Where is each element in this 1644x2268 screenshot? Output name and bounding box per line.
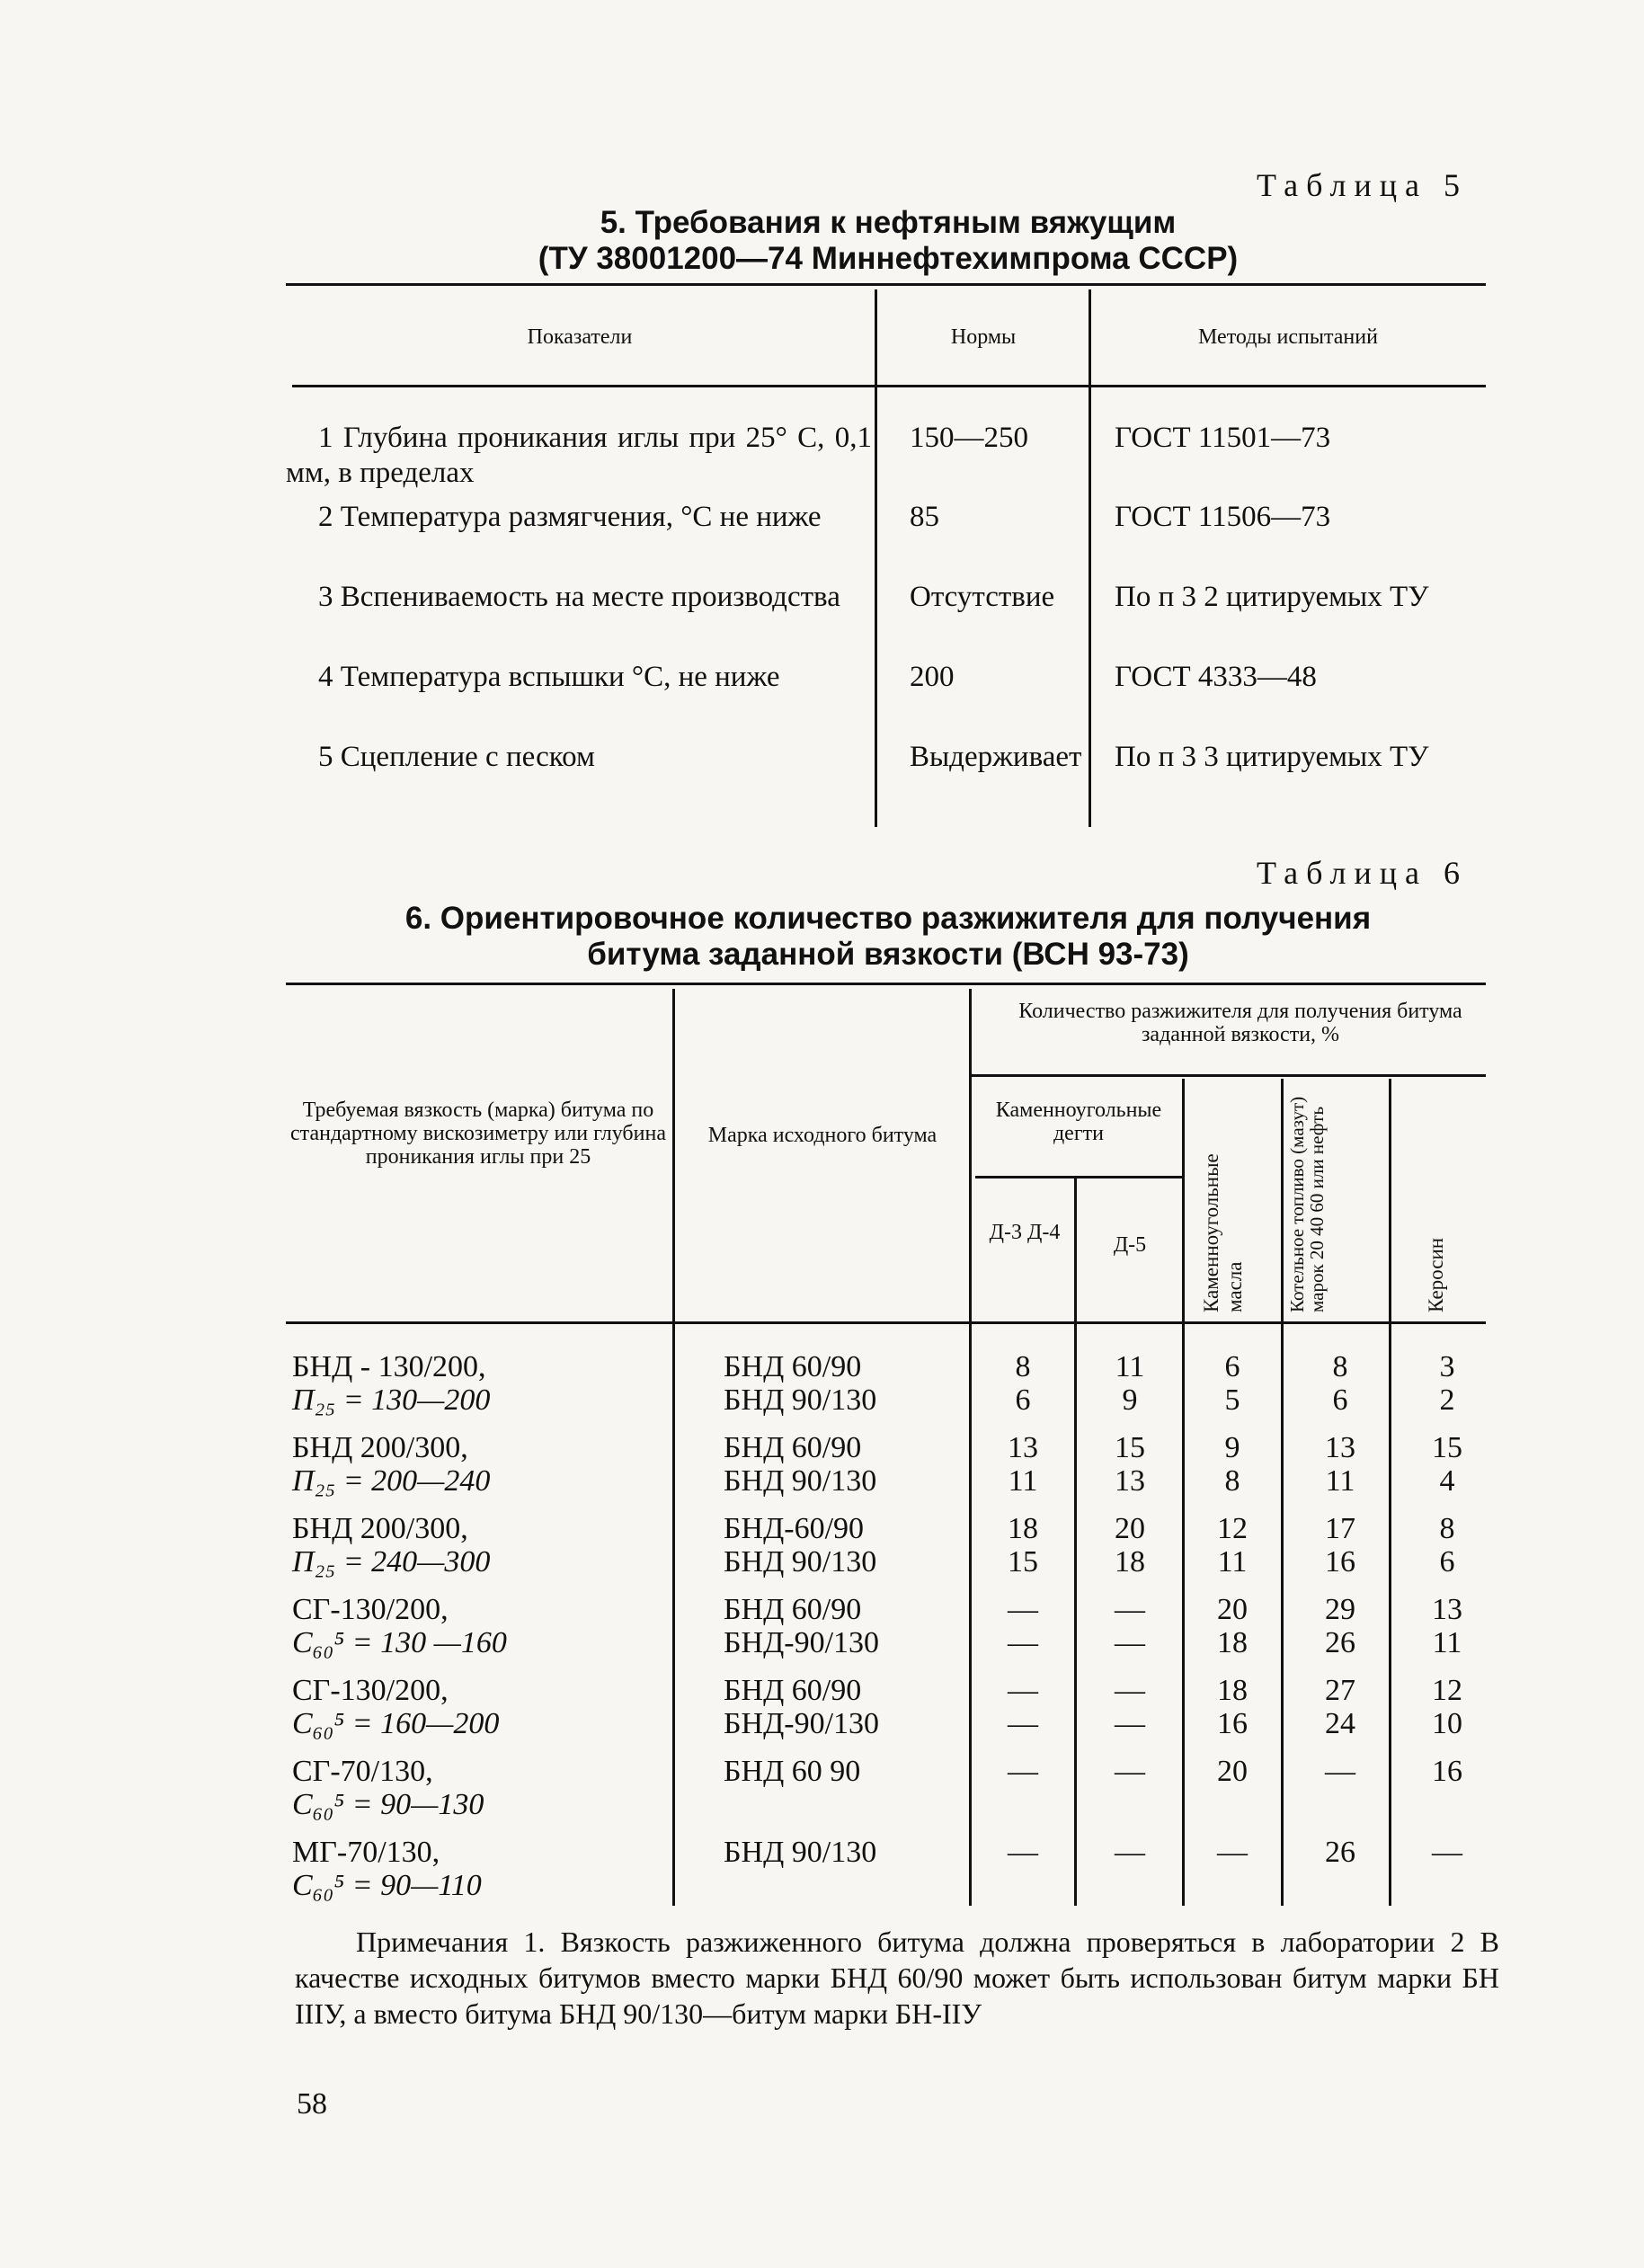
table6-value-cell: 13 <box>1325 1431 1355 1464</box>
table6-row4-src-line2: БНД-90/130 <box>724 1626 880 1659</box>
table6-row4-req-line1: СГ-130/200, <box>292 1593 449 1626</box>
table6-value-cell: — <box>1115 1593 1145 1626</box>
table6-value-cell: 11 <box>1115 1350 1145 1383</box>
table6-row6-required <box>292 1755 484 1821</box>
table6-value-cell: 18 <box>1115 1545 1145 1579</box>
table6-value-cell: 12 <box>1432 1674 1462 1707</box>
table6-row6-source <box>724 1755 860 1788</box>
table6-header-source: Марка исходного битума <box>707 1124 938 1147</box>
table5-header-indicator: Показатели <box>527 325 633 349</box>
table6-value-cell: — <box>1008 1593 1038 1626</box>
table6-row3-source <box>724 1512 876 1579</box>
table6-header-tars: Каменноугольные дегти <box>995 1098 1162 1145</box>
table6-value-cell: 18 <box>1217 1626 1248 1659</box>
table6-value-cell: — <box>1008 1755 1038 1788</box>
table6-row2-src-line2: БНД 90/130 <box>724 1464 877 1498</box>
table6-value-cell: 18 <box>1008 1512 1038 1545</box>
table6-row4-req-line2: C₆₀⁵ = 130 —160 <box>292 1626 507 1659</box>
table6-value-cell: 26 <box>1325 1626 1355 1659</box>
table5-row2-norm: 85 <box>910 501 939 533</box>
table5-title <box>286 205 1490 277</box>
table6-row5-required <box>292 1674 499 1740</box>
table6-row7-req-line1: МГ-70/130, <box>292 1836 440 1869</box>
table6-row5-req-line1: СГ-130/200, <box>292 1674 449 1707</box>
table6-value-cell: 20 <box>1217 1593 1248 1626</box>
table6-row2-req-line2: П₂₅ = 200—240 <box>292 1464 491 1498</box>
table6-group-rule <box>969 1074 1486 1077</box>
table5-row3-norm: Отсутствие <box>910 581 1055 613</box>
table6-value-cell: 11 <box>1217 1545 1248 1579</box>
table6-row2-required <box>292 1431 490 1498</box>
table6-value-cell: 6 <box>1224 1350 1240 1383</box>
table6-row4-src-line1: БНД 60/90 <box>724 1593 862 1626</box>
table6-col-divider-3 <box>1074 1178 1077 1906</box>
table6-value-cell: 16 <box>1217 1707 1248 1740</box>
table5-row1-indicator: 1 Глубина проникания иглы при 25° С, 0,1 мм, в пределах <box>286 422 872 489</box>
table5-row3-indicator: 3 Вспениваемость на месте производства <box>318 581 840 613</box>
page-number: 58 <box>297 2087 327 2121</box>
table5-col-divider-2 <box>1089 289 1091 827</box>
table6-header-oils: Каменноугольные масла <box>1200 1153 1246 1312</box>
table6-row2-source <box>724 1431 876 1498</box>
table6-row7-req-line2: C₆₀⁵ = 90—110 <box>292 1869 482 1902</box>
table6-row1-req-line2: П₂₅ = 130—200 <box>292 1383 491 1417</box>
table6-row2-req-line1: БНД 200/300, <box>292 1431 468 1464</box>
table5-row5-indicator: 5 Сцепление с песком <box>318 741 595 773</box>
table6-value-cell: — <box>1115 1707 1145 1740</box>
table6-value-cell: 15 <box>1008 1545 1038 1579</box>
table6-row7-required <box>292 1836 482 1902</box>
table6-value-cell: — <box>1115 1755 1145 1788</box>
table6-header-rule <box>286 1321 1486 1324</box>
table6-row1-src-line1: БНД 60/90 <box>724 1350 862 1383</box>
table6-row3-required <box>292 1512 490 1579</box>
table6-value-cell: 24 <box>1325 1707 1355 1740</box>
table6-title <box>286 901 1490 973</box>
table6-value-cell: 3 <box>1439 1350 1455 1383</box>
table6-header-d5: Д-5 <box>1113 1233 1147 1257</box>
table6-value-cell: 16 <box>1432 1755 1462 1788</box>
table6-value-cell: 5 <box>1224 1383 1240 1417</box>
table6-value-cell: 9 <box>1224 1431 1240 1464</box>
table6-value-cell: 11 <box>1432 1626 1462 1659</box>
table6-value-cell: 13 <box>1115 1464 1145 1498</box>
table6-row5-src-line2: БНД-90/130 <box>724 1707 880 1740</box>
table5-row4-method: ГОСТ 4333—48 <box>1115 661 1317 693</box>
table5-row2-method: ГОСТ 11506—73 <box>1115 501 1331 533</box>
table6-header-kerosene: Керосин <box>1425 1237 1447 1312</box>
table5-header-norm: Нормы <box>950 325 1017 349</box>
table5-title-line1: 5. Требования к нефтяным вяжущим <box>600 205 1177 240</box>
table6-value-cell: 11 <box>1325 1464 1355 1498</box>
table5-row4-norm: 200 <box>910 661 955 693</box>
table6-value-cell: 16 <box>1325 1545 1355 1579</box>
table6-row6-req-line2: C₆₀⁵ = 90—130 <box>292 1788 484 1821</box>
table6-value-cell: 15 <box>1432 1431 1462 1464</box>
table6-col-divider-6 <box>1389 1079 1391 1906</box>
table6-col-divider-1 <box>672 989 675 1906</box>
table6-value-cell: 29 <box>1325 1593 1355 1626</box>
table6-row5-source <box>724 1674 879 1740</box>
table6-value-cell: 6 <box>1332 1383 1348 1417</box>
table6-value-cell: 4 <box>1439 1464 1455 1498</box>
table6-row7-source <box>724 1836 876 1869</box>
table6-header-fuel: Котельное топливо (мазут) марок 20 40 60 или нефть <box>1286 1096 1328 1312</box>
table6-value-cell: — <box>1008 1626 1038 1659</box>
table6-row2-src-line1: БНД 60/90 <box>724 1431 862 1464</box>
table6-row3-src-line1: БНД-60/90 <box>724 1512 865 1545</box>
table6-value-cell: 15 <box>1115 1431 1145 1464</box>
table6-value-cell: — <box>1115 1626 1145 1659</box>
table6-value-cell: 6 <box>1015 1383 1031 1417</box>
table6-value-cell: 20 <box>1115 1512 1145 1545</box>
table6-value-cell: 8 <box>1224 1464 1240 1498</box>
table5-row1-norm: 150—250 <box>910 422 1028 454</box>
table6-value-cell: 8 <box>1332 1350 1348 1383</box>
table6-value-cell: 17 <box>1325 1512 1355 1545</box>
table6-value-cell: 27 <box>1325 1674 1355 1707</box>
table6-value-cell: 18 <box>1217 1674 1248 1707</box>
table6-header-required: Требуемая вязкость (марка) битума по стандартному вискозиметру или глубина проникания иглы при 25 <box>290 1098 666 1169</box>
table6-value-cell: — <box>1432 1836 1462 1869</box>
table5-row5-norm: Выдерживает <box>910 741 1082 773</box>
table5-top-rule <box>286 283 1486 286</box>
table6-value-cell: 2 <box>1439 1383 1455 1417</box>
table6-title-line2: битума заданной вязкости (ВСН 93-73) <box>587 937 1189 972</box>
table6-value-cell: — <box>1008 1674 1038 1707</box>
table5-title-line2: (ТУ 38001200—74 Миннефтехимпрома СССР) <box>538 241 1239 276</box>
table6-row3-src-line2: БНД 90/130 <box>724 1545 877 1579</box>
table6-row6-req-line1: СГ-70/130, <box>292 1755 433 1788</box>
table5-row3-method: По п 3 2 цитируемых ТУ <box>1115 581 1429 613</box>
table6-header-group: Количество разжижителя для получения битума заданной вязкости, % <box>1018 1000 1462 1046</box>
table6-row5-src-line1: БНД 60/90 <box>724 1674 862 1707</box>
table6-header-d34: Д-3 Д-4 <box>989 1221 1061 1244</box>
table6-row5-req-line2: C₆₀⁵ = 160—200 <box>292 1707 500 1740</box>
table6-value-cell: 11 <box>1008 1464 1038 1498</box>
table6-value-cell: — <box>1115 1836 1145 1869</box>
table6-value-cell: — <box>1115 1674 1145 1707</box>
table5-header-method: Методы испытаний <box>1198 325 1378 349</box>
table6-row3-req-line1: БНД 200/300, <box>292 1512 468 1545</box>
table6-value-cell: 8 <box>1439 1512 1455 1545</box>
table6-value-cell: 13 <box>1008 1431 1038 1464</box>
table6-row4-source <box>724 1593 879 1659</box>
table5-col-divider-1 <box>875 289 877 827</box>
table6-row4-required <box>292 1593 507 1659</box>
table6-value-cell: — <box>1325 1755 1355 1788</box>
table6-title-line1: 6. Ориентировочное количество разжижителя для получения <box>404 901 1372 936</box>
table6-row1-source <box>724 1350 876 1417</box>
table6-value-cell: 13 <box>1432 1593 1462 1626</box>
notes-text: Примечания 1. Вязкость разжиженного битума должна проверяться в лаборатории 2 В качестве исходных битумов вместо марки БНД 60/90 может быть использован битум марки БН IIIУ, а вместо битума БНД 90/130—битум марки БН-IIУ <box>295 1926 1499 2030</box>
table6-col-divider-4 <box>1182 1079 1185 1906</box>
table5-row1-method: ГОСТ 11501—73 <box>1115 422 1331 454</box>
table6-value-cell: 12 <box>1217 1512 1248 1545</box>
table6-row1-src-line2: БНД 90/130 <box>724 1383 877 1417</box>
table6-value-cell: 20 <box>1217 1755 1248 1788</box>
table6-value-cell: — <box>1008 1707 1038 1740</box>
table5-row5-method: По п 3 3 цитируемых ТУ <box>1115 741 1429 773</box>
table6-row1-required <box>292 1350 490 1417</box>
table6-col-divider-5 <box>1281 1079 1284 1906</box>
table6-row3-req-line2: П₂₅ = 240—300 <box>292 1545 491 1579</box>
table6-value-cell: 10 <box>1432 1707 1462 1740</box>
table6-value-cell: — <box>1217 1836 1248 1869</box>
table6-value-cell: 9 <box>1122 1383 1138 1417</box>
table6-row6-src-line1: БНД 60 90 <box>724 1755 861 1788</box>
table6-col-divider-2 <box>969 989 972 1906</box>
table6-row1-req-line1: БНД - 130/200, <box>292 1350 486 1383</box>
table5-label: Таблица 5 <box>1257 167 1468 203</box>
table6-top-rule <box>286 983 1486 985</box>
table6-value-cell: 8 <box>1015 1350 1031 1383</box>
table5-row2-indicator: 2 Температура размягчения, °С не ниже <box>318 501 822 533</box>
table6-tars-rule <box>975 1176 1182 1178</box>
table6-value-cell: 26 <box>1325 1836 1355 1869</box>
table5-row4-indicator: 4 Температура вспышки °С, не ниже <box>318 661 780 693</box>
table6-value-cell: — <box>1008 1836 1038 1869</box>
table6-row7-src-line1: БНД 90/130 <box>724 1836 877 1869</box>
table6-label: Таблица 6 <box>1257 855 1468 891</box>
table6-value-cell: 6 <box>1439 1545 1455 1579</box>
table5-header-rule <box>292 385 1486 387</box>
